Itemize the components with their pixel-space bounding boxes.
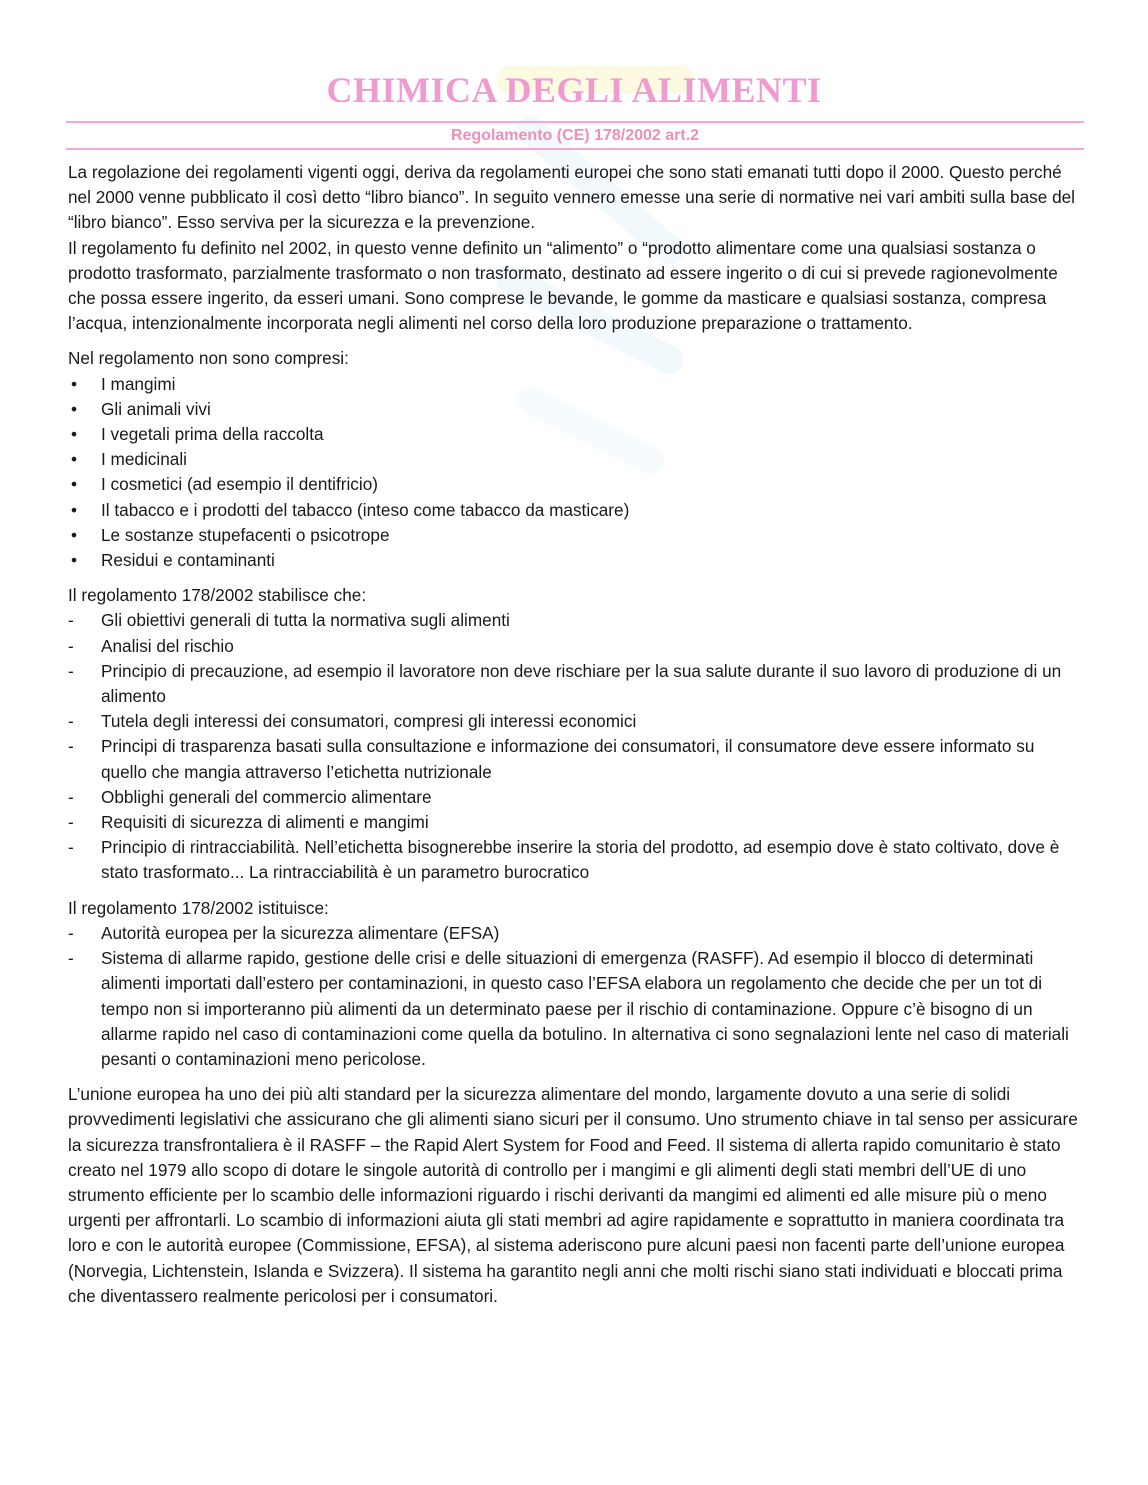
title-divider-bottom xyxy=(66,148,1084,150)
excluded-list xyxy=(68,372,1084,574)
list-item: • I mangimi xyxy=(68,372,1084,397)
list-item: • Il tabacco e i prodotti del tabacco (inteso come tabacco da masticare) xyxy=(68,498,1084,523)
list-item: • I vegetali prima della raccolta xyxy=(68,422,1084,447)
bullet-icon: • xyxy=(70,398,78,419)
list-item: - Autorità europea per la sicurezza alimentare (EFSA) xyxy=(68,921,1084,946)
institutes-heading: Il regolamento 178/2002 istituisce: xyxy=(68,897,329,918)
page-title: CHIMICA DEGLI ALIMENTI xyxy=(326,70,822,110)
document-body xyxy=(68,160,1084,1309)
dash-icon: - xyxy=(68,837,74,858)
bullet-icon: • xyxy=(70,424,78,445)
list-item: - Gli obiettivi generali di tutta la normativa sugli alimenti xyxy=(68,608,1084,633)
institutes-list xyxy=(68,921,1084,1072)
list-item: - Principio di rintracciabilità. Nell’etichetta bisognerebbe inserire la storia del prodotto, ad esempio dove è stato coltivato, dove è stato trasformato... La rintracciabilità è un parametro burocratico xyxy=(68,837,1060,883)
list-item: - Principi di trasparenza basati sulla consultazione e informazione dei consumatori, il consumatore deve essere informato su quello che mangia attraverso l’etichetta nutrizionale xyxy=(68,736,1035,782)
dash-icon: - xyxy=(68,610,74,631)
dash-icon: - xyxy=(68,948,74,969)
bullet-icon: • xyxy=(70,499,78,520)
bullet-icon: • xyxy=(70,449,78,470)
establishes-heading: Il regolamento 178/2002 stabilisce che: xyxy=(68,585,367,606)
list-item: - Principio di precauzione, ad esempio il lavoratore non deve rischiare per la sua salute durante il suo lavoro di produzione di un alimento xyxy=(68,660,1062,707)
dash-icon: - xyxy=(68,660,74,681)
establishes-list xyxy=(68,608,1084,885)
dash-icon: - xyxy=(68,812,74,833)
list-item: - Analisi del rischio xyxy=(68,634,1084,659)
dash-icon: - xyxy=(68,736,74,757)
list-item: - Tutela degli interessi dei consumatori, compresi gli interessi economici xyxy=(68,709,1084,734)
list-item: • I cosmetici (ad esempio il dentifricio) xyxy=(68,472,1084,497)
dash-icon: - xyxy=(68,922,74,943)
bullet-icon: • xyxy=(70,373,78,394)
bullet-icon: • xyxy=(70,550,78,571)
list-item: - Sistema di allarme rapido, gestione delle crisi e delle situazioni di emergenza (RASFF). Ad esempio il blocco di determinati alimenti importati dall’estero per contaminazioni, in questo caso l’EFSA elabora un regolamento che decide che per un tot di tempo non si importeranno più alimenti da un determinato paese per il rischio di contaminazione. Oppure c’è bisogno di un allarme rapido nel caso di contaminazioni come quella da botulino. In alternativa ci sono segnalazioni lente nel caso di materiali pesanti o contaminazioni meno pericolose. xyxy=(68,948,1069,1069)
list-item: • Residui e contaminanti xyxy=(68,548,1084,573)
list-item: • Gli animali vivi xyxy=(68,397,1084,422)
section-subtitle: Regolamento (CE) 178/2002 art.2 xyxy=(450,127,700,144)
intro-paragraph-1: La regolazione dei regolamenti vigenti oggi, deriva da regolamenti europei che sono stati emanati tutti dopo il 2000. Questo perché nel 2000 venne pubblicato il così detto “libro bianco”. In seguito vennero emesse una serie di normative nei vari ambiti sulla base del “libro bianco”. Esso serviva per la sicurezza e la prevenzione. xyxy=(68,162,1076,233)
list-item: - Requisiti di sicurezza di alimenti e mangimi xyxy=(68,810,1084,835)
dash-icon: - xyxy=(68,711,74,732)
closing-paragraph: L’unione europea ha uno dei più alti standard per la sicurezza alimentare del mondo, largamente dovuto a una serie di solidi provvedimenti legislativi che assicurano che gli alimenti siano sicuri per il consumo. Uno strumento chiave in tal senso per assicurare la sicurezza transfrontaliera è il RASFF – the Rapid Alert System for Food and Feed. Il sistema di allerta rapido comunitario è stato creato nel 1979 allo scopo di dotare le singole autorità di controllo per i mangimi e gli alimenti degli stati membri dell’UE di uno strumento efficiente per lo scambio delle informazioni riguardo i rischi derivanti da mangimi ed alimenti ed alle misure più o meno urgenti per affrontarli. Lo scambio di informazioni aiuta gli stati membri ad agire rapidamente e soprattutto in maniera coordinata tra loro e con le autorità europee (Commissione, EFSA), al sistema aderiscono pure alcuni paesi non facenti parte dell’unione europea (Norvegia, Lichtenstein, Islanda e Svizzera). Il sistema ha garantito negli anni che molti rischi siano stati individuati e bloccati prima che diventassero realmente pericolosi per i consumatori. xyxy=(68,1084,1078,1306)
bullet-icon: • xyxy=(70,524,78,545)
bullet-icon: • xyxy=(70,474,78,495)
excluded-heading: Nel regolamento non sono compresi: xyxy=(68,348,349,369)
list-item: • I medicinali xyxy=(68,447,1084,472)
list-item: • Le sostanze stupefacenti o psicotrope xyxy=(68,523,1084,548)
intro-paragraph-2: Il regolamento fu definito nel 2002, in questo venne definito un “alimento” o “prodotto alimentare come una qualsiasi sostanza o prodotto trasformato, parzialmente trasformato o non trasformato, destinato ad essere ingerito o di cui si prevede ragionevolmente che possa essere ingerito, da esseri umani. Sono comprese le bevande, le gomme da masticare e qualsiasi sostanza, compresa l’acqua, intenzionalmente incorporata negli alimenti nel corso della loro produzione preparazione o trattamento. xyxy=(68,237,1058,334)
dash-icon: - xyxy=(68,786,74,807)
dash-icon: - xyxy=(68,635,74,656)
title-divider-top xyxy=(66,121,1084,123)
list-item: - Obblighi generali del commercio alimentare xyxy=(68,785,1084,810)
